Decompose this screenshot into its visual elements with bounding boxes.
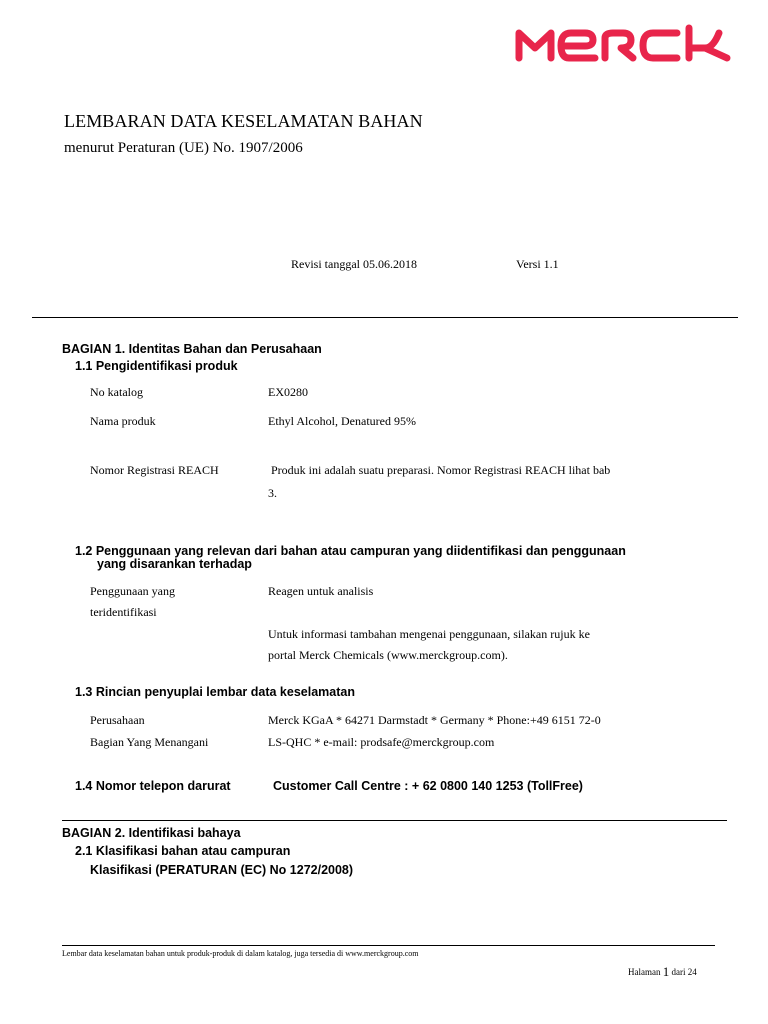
subsection-1-2-heading: 1.2 Penggunaan yang relevan dari bahan atau campuran yang diidentifikasi dan penggunaan [75,544,626,558]
revision-date: Revisi tanggal 05.06.2018 [291,257,417,271]
page-current: 1 [662,964,670,979]
product-name-value: Ethyl Alcohol, Denatured 95% [268,414,416,428]
company-label: Perusahaan [90,713,145,727]
department-label: Bagian Yang Menangani [90,735,209,749]
reach-number-value: Produk ini adalah suatu preparasi. Nomor Registrasi REACH lihat bab [271,463,611,477]
footer-note: Lembar data keselamatan bahan untuk produk-produk di dalam katalog, juga tersedia di www.merckgroup.com [62,949,419,958]
identified-use-label: Penggunaan yang [90,584,175,598]
subsection-1-2-heading-cont: yang disarankan terhadap [97,557,252,571]
classification-heading: Klasifikasi (PERATURAN (EC) No 1272/2008) [90,863,354,877]
document-title: LEMBARAN DATA KESELAMATAN BAHAN [64,111,423,131]
identified-use-value: Reagen untuk analisis [268,584,374,598]
page-indicator [628,963,697,979]
company-value: Merck KGaA * 64271 Darmstadt * Germany * Phone:+49 6151 72-0 [268,713,601,727]
identified-use-label-cont: teridentifikasi [90,605,157,619]
additional-info-text: Untuk informasi tambahan mengenai penggunaan, silakan rujuk ke [268,627,590,641]
subsection-1-3-heading: 1.3 Rincian penyuplai lembar data keselamatan [75,685,355,699]
subsection-1-1-heading: 1.1 Pengidentifikasi produk [75,359,238,373]
document-subtitle: menurut Peraturan (UE) No. 1907/2006 [64,140,303,156]
merck-logo [513,24,737,64]
subsection-2-1-heading: 2.1 Klasifikasi bahan atau campuran [75,844,291,858]
page-prefix: Halaman [628,967,661,977]
section-2-heading: BAGIAN 2. Identifikasi bahaya [62,826,241,840]
reach-number-label: Nomor Registrasi REACH [90,463,219,477]
header-divider [32,317,738,318]
version-label: Versi 1.1 [516,257,559,271]
section-1-heading: BAGIAN 1. Identitas Bahan dan Perusahaan [62,342,322,356]
emergency-phone-value: Customer Call Centre : + 62 0800 140 1253 (TollFree) [273,779,583,793]
section-divider [62,820,727,821]
additional-info-text-cont: portal Merck Chemicals (www.merckgroup.com). [268,648,508,662]
department-value: LS-QHC * e-mail: prodsafe@merckgroup.com [268,735,495,749]
reach-number-value-cont: 3. [268,486,277,500]
catalog-number-label: No katalog [90,385,143,399]
page-suffix: dari 24 [671,967,697,977]
footer-divider [62,945,715,946]
catalog-number-value: EX0280 [268,385,308,399]
product-name-label: Nama produk [90,414,156,428]
subsection-1-4-heading: 1.4 Nomor telepon darurat [75,779,231,793]
